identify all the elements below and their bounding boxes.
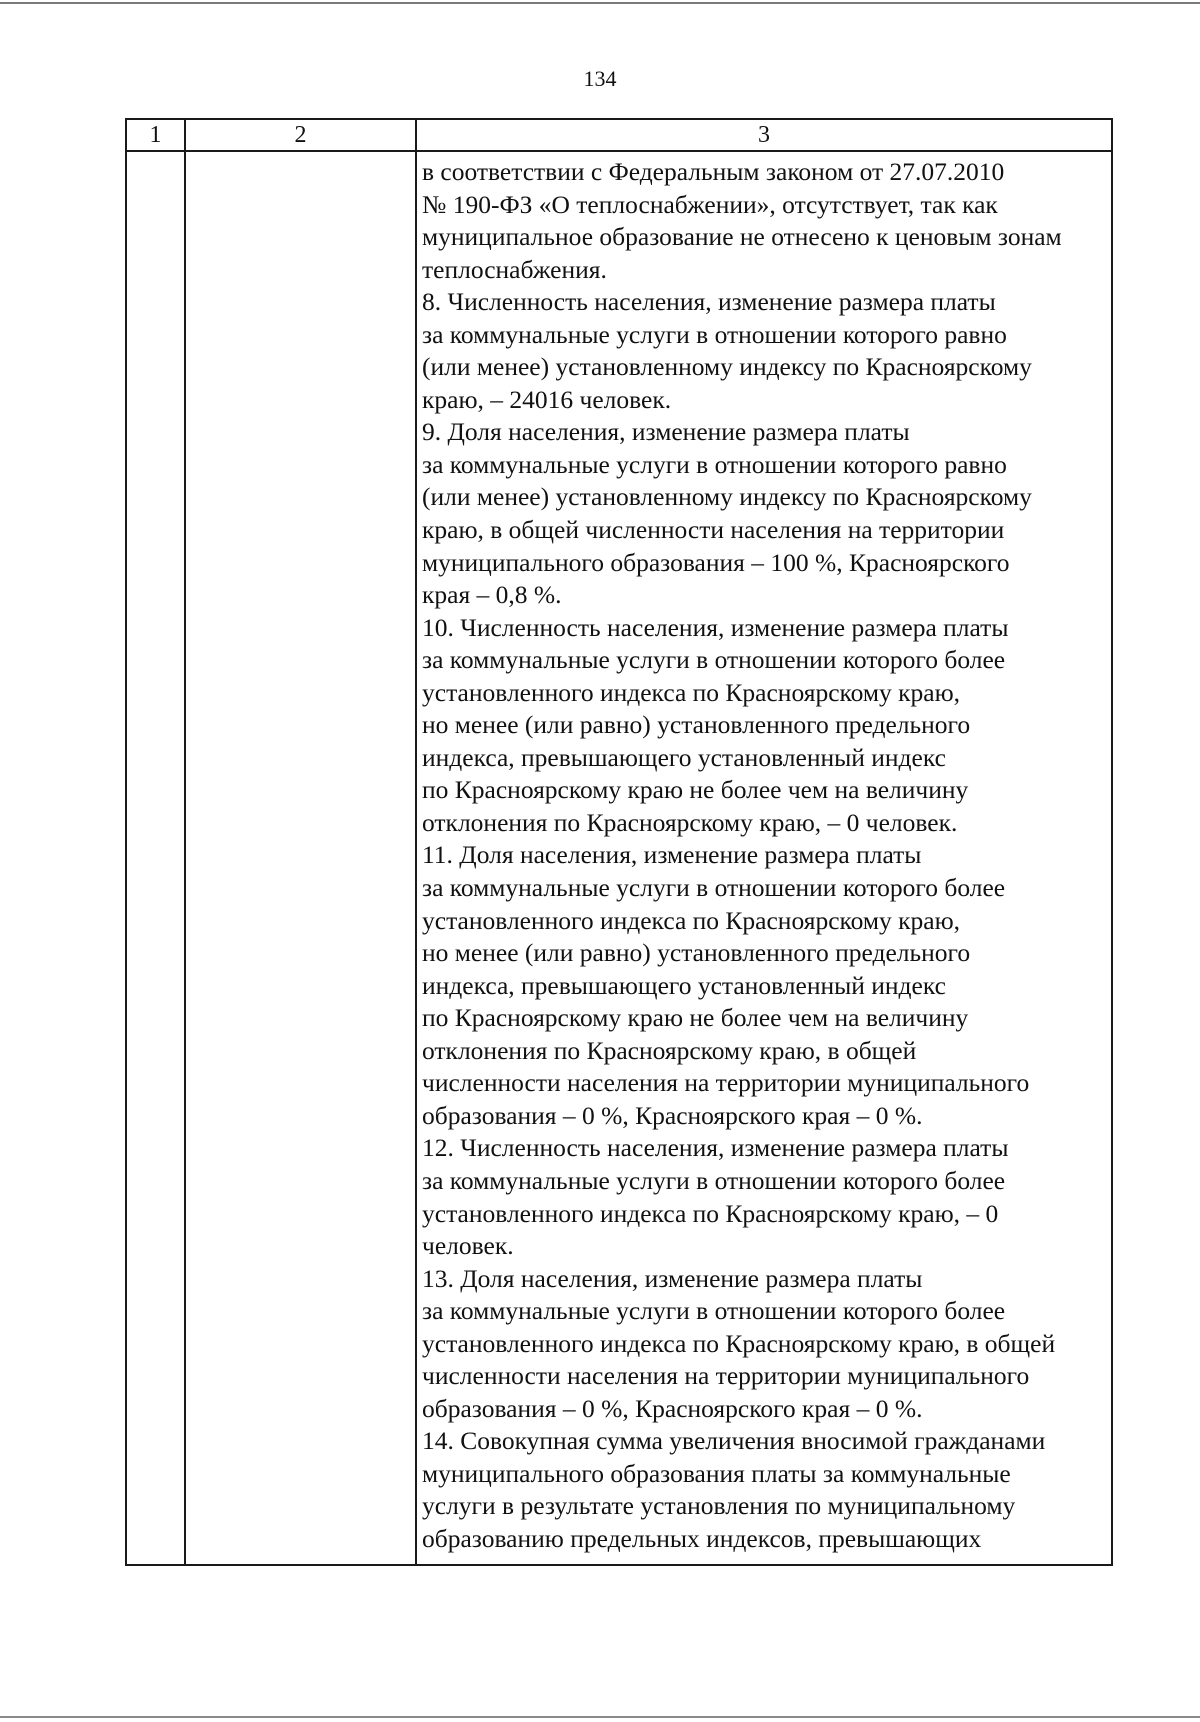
text-line: 14. Совокупная сумма увеличения вносимой гражданами [422, 1426, 1046, 1456]
text-line: индекса, превышающего установленный индекс [422, 742, 946, 772]
text-line: за коммунальные услуги в отношении которого более [422, 1296, 1006, 1326]
text-line: муниципальное образование не отнесено к ценовым зонам [422, 222, 1062, 252]
text-line: услуги в результате установления по муниципальному [422, 1491, 1016, 1521]
text-line: края – 0,8 %. [422, 580, 562, 610]
text-line: за коммунальные услуги в отношении которого более [422, 1165, 1006, 1195]
column-1-cell [126, 151, 185, 1565]
page-top-edge [0, 2, 1200, 4]
column-2-cell [185, 151, 416, 1565]
text-line: образования – 0 %, Красноярского края – 0 %. [422, 1100, 923, 1130]
column-3-text [417, 152, 1111, 1556]
text-line: муниципального образования – 100 %, Красноярского [422, 547, 1010, 577]
text-line: краю, в общей численности населения на территории [422, 515, 1005, 545]
column-3-cell [416, 151, 1112, 1565]
text-line: установленного индекса по Красноярскому краю, [422, 677, 961, 707]
column-header-3: 3 [416, 119, 1112, 151]
text-line: № 190-ФЗ «О теплоснабжении», отсутствует, так как [422, 189, 998, 219]
text-line: но менее (или равно) установленного предельного [422, 938, 971, 968]
text-line: за коммунальные услуги в отношении которого более [422, 645, 1006, 675]
text-line: (или менее) установленному индексу по Красноярскому [422, 482, 1032, 512]
text-line: установленного индекса по Красноярскому краю, в общей [422, 1328, 1056, 1358]
page-bottom-edge [0, 1716, 1200, 1718]
text-line: 13. Доля населения, изменение размера платы [422, 1263, 923, 1293]
text-line: муниципального образования платы за коммунальные [422, 1458, 1011, 1488]
text-line: численности населения на территории муниципального [422, 1068, 1030, 1098]
column-header-2: 2 [185, 119, 416, 151]
text-line: за коммунальные услуги в отношении которого равно [422, 319, 1007, 349]
text-line: 10. Численность населения, изменение размера платы [422, 612, 1009, 642]
text-line: 8. Численность населения, изменение размера платы [422, 287, 996, 317]
text-line: краю, – 24016 человек. [422, 384, 672, 414]
text-line: образованию предельных индексов, превышающих [422, 1523, 982, 1553]
text-line: (или менее) установленному индексу по Красноярскому [422, 352, 1032, 382]
column-header-1: 1 [126, 119, 185, 151]
text-line: по Красноярскому краю не более чем на величину [422, 1003, 969, 1033]
text-line: отклонения по Красноярскому краю, – 0 человек. [422, 807, 958, 837]
text-line: теплоснабжения. [422, 254, 607, 284]
page-number: 134 [583, 66, 617, 91]
text-line: человек. [422, 1231, 514, 1261]
text-line: 11. Доля населения, изменение размера платы [422, 840, 922, 870]
text-line: индекса, превышающего установленный индекс [422, 970, 946, 1000]
text-line: но менее (или равно) установленного предельного [422, 710, 971, 740]
table-body-row [126, 151, 1112, 1565]
text-line: численности населения на территории муниципального [422, 1361, 1030, 1391]
text-line: 9. Доля населения, изменение размера платы [422, 417, 910, 447]
text-line: установленного индекса по Красноярскому краю, – 0 [422, 1198, 999, 1228]
text-line: образования – 0 %, Красноярского края – 0 %. [422, 1393, 923, 1423]
text-line: по Красноярскому краю не более чем на величину [422, 775, 969, 805]
text-line: установленного индекса по Красноярскому краю, [422, 905, 961, 935]
text-line: отклонения по Красноярскому краю, в общей [422, 1035, 917, 1065]
text-line: 12. Численность населения, изменение размера платы [422, 1133, 1009, 1163]
text-line: в соответствии с Федеральным законом от 27.07.2010 [422, 157, 1005, 186]
text-line: за коммунальные услуги в отношении которого более [422, 873, 1006, 903]
text-line: за коммунальные услуги в отношении которого равно [422, 449, 1007, 479]
document-table [125, 118, 1113, 1566]
table-header-row [126, 119, 1112, 151]
